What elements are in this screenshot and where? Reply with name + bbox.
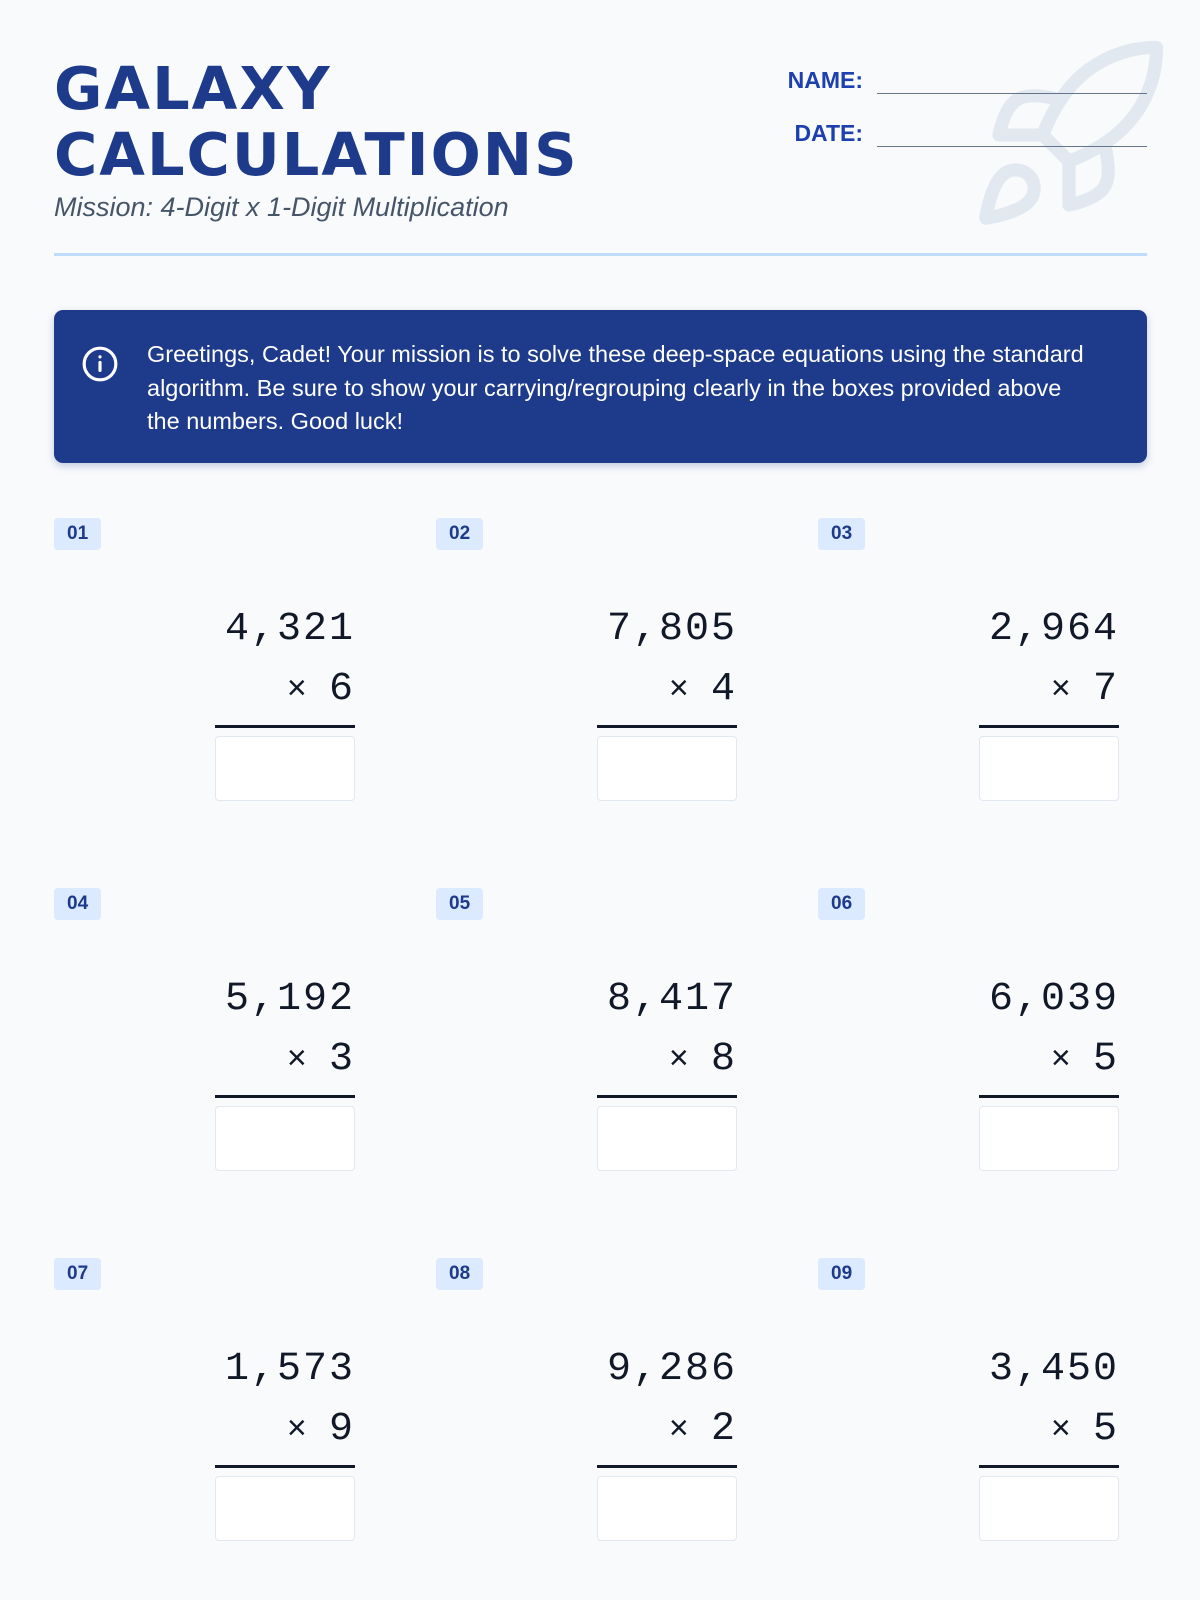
problem-number-badge: 04 <box>54 888 101 920</box>
instructions-text: Greetings, Cadet! Your mission is to solve these deep-space equations using the standard algorithm. Be sure to show your carrying/regrouping clearly in the boxes provided above the numbers. Good luck! <box>147 341 1084 434</box>
answer-box[interactable] <box>597 1106 737 1171</box>
answer-box[interactable] <box>979 736 1119 801</box>
problem-card <box>818 518 1178 838</box>
answer-box[interactable] <box>597 736 737 801</box>
equation <box>215 977 355 1171</box>
multiplier-row <box>979 1037 1119 1082</box>
multiply-sign: × <box>668 1412 691 1450</box>
answer-box[interactable] <box>979 1106 1119 1171</box>
name-label: NAME: <box>787 67 863 93</box>
multiplier: 2 <box>710 1407 737 1452</box>
multiplicand: 9,286 <box>606 1347 737 1392</box>
name-input-line[interactable] <box>877 61 1147 94</box>
student-info-fields <box>727 58 1147 164</box>
multiplier-row <box>979 667 1119 712</box>
answer-rule <box>215 1465 355 1468</box>
problem-number-badge: 02 <box>436 518 483 550</box>
page-title-line-2: CALCULATIONS <box>54 120 579 189</box>
multiply-sign: × <box>668 672 691 710</box>
multiply-sign: × <box>286 672 309 710</box>
answer-box[interactable] <box>215 1476 355 1541</box>
multiplicand: 1,573 <box>224 1347 355 1392</box>
multiplier: 6 <box>328 667 355 712</box>
equation <box>979 607 1119 801</box>
info-icon <box>81 345 119 383</box>
answer-box[interactable] <box>979 1476 1119 1541</box>
problem-number-badge: 06 <box>818 888 865 920</box>
problem-number-badge: 01 <box>54 518 101 550</box>
problem-number-badge: 09 <box>818 1258 865 1290</box>
name-field <box>727 58 1147 94</box>
multiplier-row <box>597 1407 737 1452</box>
date-field <box>727 111 1147 147</box>
multiplier: 5 <box>1092 1037 1119 1082</box>
multiplier: 9 <box>328 1407 355 1452</box>
multiplier-row <box>215 1037 355 1082</box>
title-block <box>54 56 579 223</box>
multiplicand: 3,450 <box>988 1347 1119 1392</box>
multiply-sign: × <box>1050 672 1073 710</box>
multiplicand: 5,192 <box>224 977 355 1022</box>
problem-number-badge: 08 <box>436 1258 483 1290</box>
equation <box>597 607 737 801</box>
problem-card <box>436 1258 796 1578</box>
header-divider <box>54 253 1147 256</box>
equation <box>979 977 1119 1171</box>
answer-box[interactable] <box>215 736 355 801</box>
answer-rule <box>979 725 1119 728</box>
equation <box>215 1347 355 1541</box>
worksheet-page <box>54 0 1147 1600</box>
answer-rule <box>597 1465 737 1468</box>
problem-card <box>54 518 414 838</box>
answer-box[interactable] <box>597 1476 737 1541</box>
multiplicand: 8,417 <box>606 977 737 1022</box>
multiplier-row <box>215 1407 355 1452</box>
multiplicand: 7,805 <box>606 607 737 652</box>
answer-rule <box>979 1465 1119 1468</box>
multiplier: 7 <box>1092 667 1119 712</box>
multiplier-row <box>215 667 355 712</box>
problem-card <box>436 518 796 838</box>
answer-rule <box>597 725 737 728</box>
instructions-banner <box>54 310 1147 463</box>
multiplier-row <box>979 1407 1119 1452</box>
problem-card <box>818 888 1178 1208</box>
multiplier: 3 <box>328 1037 355 1082</box>
answer-rule <box>215 1095 355 1098</box>
problem-number-badge: 03 <box>818 518 865 550</box>
multiply-sign: × <box>286 1412 309 1450</box>
page-title <box>54 56 579 188</box>
problem-card <box>54 1258 414 1578</box>
problem-card <box>818 1258 1178 1578</box>
problem-card <box>54 888 414 1208</box>
multiply-sign: × <box>1050 1042 1073 1080</box>
equation <box>215 607 355 801</box>
multiplier-row <box>597 667 737 712</box>
multiply-sign: × <box>286 1042 309 1080</box>
multiplicand: 6,039 <box>988 977 1119 1022</box>
multiplier: 8 <box>710 1037 737 1082</box>
page-subtitle: Mission: 4-Digit x 1-Digit Multiplication <box>54 192 509 222</box>
multiply-sign: × <box>1050 1412 1073 1450</box>
multiplier: 4 <box>710 667 737 712</box>
answer-rule <box>597 1095 737 1098</box>
problem-number-badge: 07 <box>54 1258 101 1290</box>
multiplier-row <box>597 1037 737 1082</box>
date-input-line[interactable] <box>877 114 1147 147</box>
answer-rule <box>215 725 355 728</box>
equation <box>979 1347 1119 1541</box>
equation <box>597 977 737 1171</box>
problem-number-badge: 05 <box>436 888 483 920</box>
multiply-sign: × <box>668 1042 691 1080</box>
answer-box[interactable] <box>215 1106 355 1171</box>
multiplier: 5 <box>1092 1407 1119 1452</box>
problem-card <box>436 888 796 1208</box>
date-label: DATE: <box>794 120 863 146</box>
equation <box>597 1347 737 1541</box>
multiplicand: 4,321 <box>224 607 355 652</box>
page-title-line-1: GALAXY <box>54 54 332 123</box>
answer-rule <box>979 1095 1119 1098</box>
multiplicand: 2,964 <box>988 607 1119 652</box>
